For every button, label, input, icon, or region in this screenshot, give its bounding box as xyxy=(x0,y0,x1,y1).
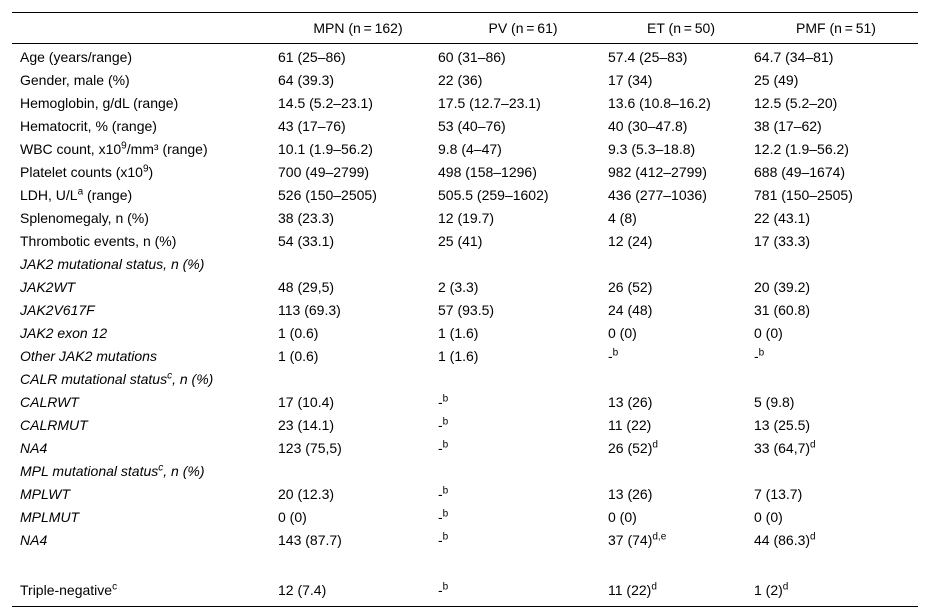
table-row xyxy=(12,368,918,391)
table-row xyxy=(12,299,918,322)
footnote-marker: d xyxy=(651,581,657,593)
table-cell xyxy=(754,414,918,437)
cell-text: Thrombotic events, n (%) xyxy=(20,233,177,249)
cell-text: 38 (17–62) xyxy=(754,118,822,134)
table-cell xyxy=(754,368,918,391)
cell-text: JAK2WT xyxy=(20,279,76,295)
table-cell xyxy=(278,460,438,483)
footnote-marker: d xyxy=(652,439,658,451)
cell-text: 38 (23.3) xyxy=(278,210,335,226)
table-row xyxy=(12,92,918,115)
row-label xyxy=(12,69,278,92)
cell-text: 1 (1.6) xyxy=(438,348,479,364)
header-cell-label xyxy=(12,13,278,44)
cell-text: Gender, male (%) xyxy=(20,72,130,88)
table-cell xyxy=(608,460,754,483)
row-label xyxy=(12,391,278,414)
cell-text: 17 (33.3) xyxy=(754,233,811,249)
header-row xyxy=(12,13,918,44)
header-cell-pv: PV (n = 61) xyxy=(438,13,608,44)
table-cell xyxy=(438,161,608,184)
cell-text: 2 (3.3) xyxy=(438,279,479,295)
cell-text: 48 (29,5) xyxy=(278,279,335,295)
cell-text: - xyxy=(438,532,443,548)
table-cell xyxy=(608,322,754,345)
footnote-marker: b xyxy=(442,531,449,543)
footnote-marker: d,e xyxy=(652,531,667,543)
table-cell xyxy=(278,276,438,299)
cell-text: , n (%) xyxy=(172,371,214,387)
table-cell xyxy=(438,579,608,607)
cell-text: 54 (33.1) xyxy=(278,233,335,249)
cell-text: 17 (34) xyxy=(608,72,653,88)
row-label xyxy=(12,506,278,529)
cell-text: 9.8 (4–47) xyxy=(438,141,502,157)
cell-text: NA4 xyxy=(20,532,48,548)
table-cell xyxy=(438,138,608,161)
table-cell xyxy=(438,92,608,115)
table-cell xyxy=(438,230,608,253)
footnote-marker: b xyxy=(442,485,449,497)
row-label xyxy=(12,161,278,184)
footnote-marker: 9 xyxy=(142,163,149,175)
cell-text: 17.5 (12.7–23.1) xyxy=(438,95,541,111)
cell-text: Triple-negative xyxy=(20,582,113,598)
row-label xyxy=(12,207,278,230)
footnote-marker: a xyxy=(77,186,84,198)
footnote-marker: b xyxy=(442,416,449,428)
footnote-marker: d xyxy=(810,439,816,451)
table-cell xyxy=(438,115,608,138)
table-cell xyxy=(754,207,918,230)
cell-text: 57.4 (25–83) xyxy=(608,49,688,65)
table-cell xyxy=(438,345,608,368)
table-cell xyxy=(608,253,754,276)
table-row xyxy=(12,253,918,276)
table-cell xyxy=(278,253,438,276)
table-cell xyxy=(438,276,608,299)
row-label xyxy=(12,138,278,161)
cell-text: 12.5 (5.2–20) xyxy=(754,95,838,111)
row-label xyxy=(12,276,278,299)
cell-text: 53 (40–76) xyxy=(438,118,506,134)
cell-text: , n (%) xyxy=(163,463,205,479)
cell-text: 1 (2) xyxy=(754,582,783,598)
row-label xyxy=(12,460,278,483)
cell-text: 25 (41) xyxy=(438,233,483,249)
table-cell xyxy=(608,414,754,437)
header-cell-et: ET (n = 50) xyxy=(608,13,754,44)
cell-text: 436 (277–1036) xyxy=(608,187,707,203)
table-row xyxy=(12,184,918,207)
table-cell xyxy=(754,322,918,345)
footnote-marker: d xyxy=(782,581,789,593)
row-label xyxy=(12,115,278,138)
cell-text: /mm³ (range) xyxy=(126,141,208,157)
table-row xyxy=(12,506,918,529)
table-cell xyxy=(754,506,918,529)
table-cell xyxy=(608,207,754,230)
row-label xyxy=(12,92,278,115)
cell-text: - xyxy=(438,394,443,410)
cell-text: 12 (7.4) xyxy=(278,582,327,598)
row-label xyxy=(12,368,278,391)
cell-text: LDH, U/L xyxy=(20,187,78,203)
cell-text: 498 (158–1296) xyxy=(438,164,537,180)
table-row xyxy=(12,529,918,552)
cell-text: 113 (69.3) xyxy=(278,302,341,318)
cell-text: 4 (8) xyxy=(608,210,637,226)
table-row xyxy=(12,207,918,230)
row-label xyxy=(12,230,278,253)
cell-text: Splenomegaly, n (%) xyxy=(20,210,149,226)
table-cell xyxy=(278,322,438,345)
cell-text: JAK2V617F xyxy=(20,302,95,318)
table-cell xyxy=(438,207,608,230)
table-row xyxy=(12,138,918,161)
cell-text: Hemoglobin, g/dL (range) xyxy=(20,95,179,111)
table-cell xyxy=(608,184,754,207)
cell-text: - xyxy=(438,509,443,525)
footnote-marker: b xyxy=(442,581,449,593)
row-label xyxy=(12,345,278,368)
cell-text: 505.5 (259–1602) xyxy=(438,187,549,203)
table-cell xyxy=(608,44,754,70)
row-label xyxy=(12,414,278,437)
footnote-marker: d xyxy=(810,531,816,543)
cell-text: Platelet counts (x10 xyxy=(20,164,143,180)
table-cell xyxy=(754,579,918,607)
cell-text: WBC count, x10 xyxy=(20,141,122,157)
row-label xyxy=(12,579,278,607)
table-cell xyxy=(754,276,918,299)
cell-text: CALR mutational status xyxy=(20,371,168,387)
table-row xyxy=(12,579,918,607)
table-row xyxy=(12,391,918,414)
cell-text: 44 (86.3) xyxy=(754,532,811,548)
cell-text: 1 (1.6) xyxy=(438,325,479,341)
table-row xyxy=(12,230,918,253)
cell-text: JAK2 mutational status, n (%) xyxy=(20,256,205,272)
table-cell xyxy=(438,437,608,460)
cell-text: 526 (150–2505) xyxy=(278,187,377,203)
cell-text: 33 (64,7) xyxy=(754,440,811,456)
table-cell xyxy=(608,92,754,115)
table-cell xyxy=(608,368,754,391)
footnote-marker: c xyxy=(112,581,118,593)
cell-text: 24 (48) xyxy=(608,302,653,318)
table-cell xyxy=(608,69,754,92)
header-cell-mpn: MPN (n = 162) xyxy=(278,13,438,44)
cell-text: CALRMUT xyxy=(20,417,88,433)
cell-text: 64 (39.3) xyxy=(278,72,335,88)
cell-text: MPL mutational status xyxy=(20,463,159,479)
cell-text: Hematocrit, % (range) xyxy=(20,118,157,134)
spacer-cell xyxy=(754,552,918,579)
table-cell xyxy=(278,138,438,161)
table-cell xyxy=(754,184,918,207)
table-cell xyxy=(278,529,438,552)
table-row xyxy=(12,44,918,70)
table-row xyxy=(12,322,918,345)
footnote-marker: b xyxy=(442,439,449,451)
cell-text: 688 (49–1674) xyxy=(754,164,846,180)
table-cell xyxy=(608,161,754,184)
cell-text: 61 (25–86) xyxy=(278,49,346,65)
row-label xyxy=(12,184,278,207)
data-table xyxy=(12,12,918,607)
cell-text: 9.3 (5.3–18.8) xyxy=(608,141,696,157)
cell-text: 12.2 (1.9–56.2) xyxy=(754,141,849,157)
cell-text: 1 (0.6) xyxy=(278,325,319,341)
table-cell xyxy=(278,184,438,207)
footnote-marker: c xyxy=(167,370,173,382)
cell-text: - xyxy=(438,417,443,433)
cell-text: CALRWT xyxy=(20,394,79,410)
table-row xyxy=(12,345,918,368)
table-cell xyxy=(438,460,608,483)
cell-text: - xyxy=(438,486,443,502)
footnote-marker: 9 xyxy=(121,140,127,152)
table-header xyxy=(12,13,918,44)
cell-text: 57 (93.5) xyxy=(438,302,495,318)
table-row xyxy=(12,69,918,92)
table-row xyxy=(12,414,918,437)
header-cell-pmf: PMF (n = 51) xyxy=(754,13,918,44)
cell-text: 17 (10.4) xyxy=(278,394,335,410)
table-cell xyxy=(754,92,918,115)
cell-text: 0 (0) xyxy=(754,325,783,341)
footnote-marker: b xyxy=(758,347,765,359)
table-cell xyxy=(608,299,754,322)
table-cell xyxy=(438,299,608,322)
cell-text: 7 (13.7) xyxy=(754,486,803,502)
cell-text: NA4 xyxy=(20,440,48,456)
cell-text: 0 (0) xyxy=(608,325,637,341)
cell-text: 40 (30–47.8) xyxy=(608,118,688,134)
cell-text: 20 (12.3) xyxy=(278,486,335,502)
table-cell xyxy=(754,483,918,506)
table-cell xyxy=(278,391,438,414)
table-cell xyxy=(438,322,608,345)
table-cell xyxy=(278,483,438,506)
spacer-cell xyxy=(278,552,438,579)
cell-text: MPLWT xyxy=(20,486,71,502)
table-cell xyxy=(608,115,754,138)
cell-text: 26 (52) xyxy=(608,279,653,295)
table-row xyxy=(12,276,918,299)
table-cell xyxy=(438,529,608,552)
cell-text: JAK2 exon 12 xyxy=(20,325,108,341)
table-cell xyxy=(754,230,918,253)
cell-text: 13 (26) xyxy=(608,486,653,502)
table-cell xyxy=(278,92,438,115)
table-cell xyxy=(754,345,918,368)
cell-text: 64.7 (34–81) xyxy=(754,49,834,65)
table-cell xyxy=(438,253,608,276)
cell-text: - xyxy=(438,440,443,456)
spacer-cell xyxy=(12,552,278,579)
table-row xyxy=(12,115,918,138)
table-cell xyxy=(278,207,438,230)
cell-text: 0 (0) xyxy=(608,509,637,525)
table-cell xyxy=(438,44,608,70)
table-body xyxy=(12,44,918,607)
table-cell xyxy=(608,483,754,506)
table-cell xyxy=(608,437,754,460)
table-cell xyxy=(278,115,438,138)
footnote-marker: c xyxy=(158,462,164,474)
cell-text: - xyxy=(754,348,759,364)
spacer-cell xyxy=(438,552,608,579)
table-cell xyxy=(438,483,608,506)
table-row xyxy=(12,483,918,506)
footnote-marker: b xyxy=(442,508,449,520)
cell-text: 1 (0.6) xyxy=(278,348,319,364)
table-cell xyxy=(608,230,754,253)
cell-text: (range) xyxy=(83,187,133,203)
table-cell xyxy=(278,579,438,607)
cell-text: 22 (36) xyxy=(438,72,483,88)
table-cell xyxy=(278,299,438,322)
table-cell xyxy=(608,276,754,299)
table-cell xyxy=(278,368,438,391)
cell-text: 0 (0) xyxy=(754,509,783,525)
cell-text: 12 (24) xyxy=(608,233,653,249)
cell-text: 143 (87.7) xyxy=(278,532,342,548)
cell-text: 11 (22) xyxy=(608,417,652,433)
row-label xyxy=(12,437,278,460)
table-cell xyxy=(438,506,608,529)
spacer-row xyxy=(12,552,918,579)
cell-text: 5 (9.8) xyxy=(754,394,795,410)
cell-text: 700 (49–2799) xyxy=(278,164,370,180)
table-cell xyxy=(278,437,438,460)
cell-text: - xyxy=(608,348,613,364)
table-cell xyxy=(438,69,608,92)
spacer-cell xyxy=(608,552,754,579)
table-cell xyxy=(754,161,918,184)
cell-text: 781 (150–2505) xyxy=(754,187,853,203)
cell-text: Age (years/range) xyxy=(20,49,133,65)
cell-text: 13 (26) xyxy=(608,394,653,410)
table-cell xyxy=(754,529,918,552)
cell-text: - xyxy=(438,582,443,598)
cell-text: 13.6 (10.8–16.2) xyxy=(608,95,711,111)
table-cell xyxy=(438,391,608,414)
table-cell xyxy=(754,299,918,322)
row-label xyxy=(12,529,278,552)
footnote-marker: b xyxy=(612,347,619,359)
table-cell xyxy=(278,69,438,92)
table-row xyxy=(12,161,918,184)
table-cell xyxy=(754,138,918,161)
row-label xyxy=(12,299,278,322)
table-cell xyxy=(754,44,918,70)
cell-text: MPLMUT xyxy=(20,509,80,525)
cell-text: 10.1 (1.9–56.2) xyxy=(278,141,373,157)
table-cell xyxy=(608,506,754,529)
cell-text: 43 (17–76) xyxy=(278,118,346,134)
cell-text: ) xyxy=(148,164,154,180)
table-cell xyxy=(278,230,438,253)
table-cell xyxy=(608,345,754,368)
row-label xyxy=(12,483,278,506)
table-row xyxy=(12,437,918,460)
table-cell xyxy=(754,460,918,483)
row-label xyxy=(12,253,278,276)
footnote-marker: b xyxy=(442,393,449,405)
table-cell xyxy=(278,414,438,437)
row-label xyxy=(12,322,278,345)
cell-text: 25 (49) xyxy=(754,72,799,88)
table-cell xyxy=(754,69,918,92)
table-cell xyxy=(754,253,918,276)
table-cell xyxy=(438,414,608,437)
cell-text: 11 (22) xyxy=(608,582,652,598)
cell-text: 60 (31–86) xyxy=(438,49,506,65)
cell-text: 0 (0) xyxy=(278,509,307,525)
table-cell xyxy=(278,345,438,368)
table-cell xyxy=(608,579,754,607)
row-label xyxy=(12,44,278,70)
table-container xyxy=(12,12,918,607)
table-cell xyxy=(754,437,918,460)
cell-text: 23 (14.1) xyxy=(278,417,335,433)
table-cell xyxy=(438,368,608,391)
table-cell xyxy=(754,391,918,414)
table-cell xyxy=(608,138,754,161)
cell-text: 22 (43.1) xyxy=(754,210,811,226)
table-cell xyxy=(438,184,608,207)
table-cell xyxy=(608,391,754,414)
cell-text: 12 (19.7) xyxy=(438,210,495,226)
table-cell xyxy=(754,115,918,138)
cell-text: 37 (74) xyxy=(608,532,653,548)
table-cell xyxy=(278,506,438,529)
cell-text: 982 (412–2799) xyxy=(608,164,707,180)
cell-text: 123 (75,5) xyxy=(278,440,342,456)
cell-text: 20 (39.2) xyxy=(754,279,811,295)
cell-text: Other JAK2 mutations xyxy=(20,348,157,364)
table-cell xyxy=(608,529,754,552)
cell-text: 13 (25.5) xyxy=(754,417,811,433)
table-cell xyxy=(278,44,438,70)
cell-text: 31 (60.8) xyxy=(754,302,811,318)
table-row xyxy=(12,460,918,483)
cell-text: 14.5 (5.2–23.1) xyxy=(278,95,373,111)
cell-text: 26 (52) xyxy=(608,440,653,456)
table-cell xyxy=(278,161,438,184)
